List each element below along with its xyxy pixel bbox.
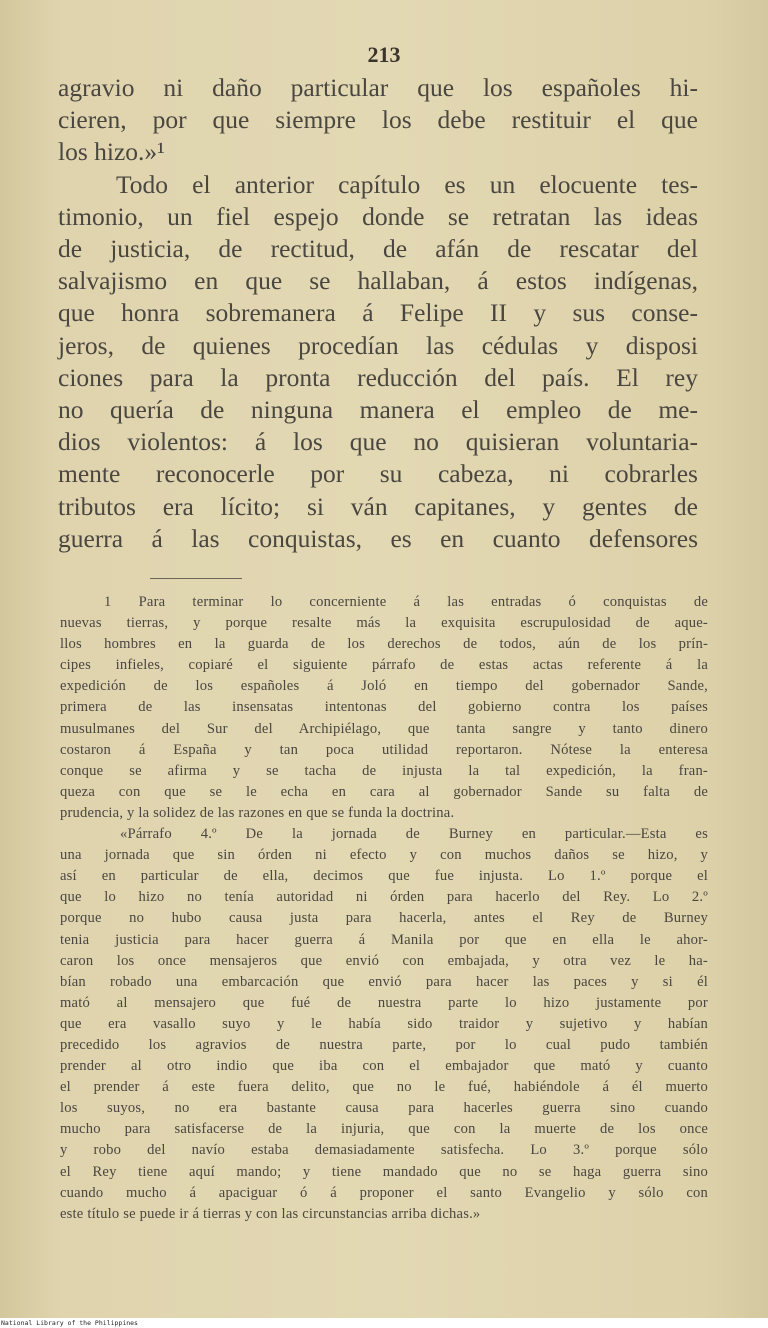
footnote-divider [150,578,242,579]
main-text [58,72,698,555]
footnote-line: conque se afirma y se tacha de injusta la tal expedición, la fran- [60,762,708,779]
text-line: Todo el anterior capítulo es un elocuente tes- [116,169,698,199]
text-line: cieren, por que siempre los debe restituir el que [58,105,698,135]
footnote-line: el Rey tiene aquí mando; y tiene mandado que no se haga guerra sino [60,1163,708,1180]
footnote-line: musulmanes del Sur del Archipiélago, que tanta sangre y tanto dinero [60,720,708,737]
text-line: dios violentos: á los que no quisieran voluntaria- [58,427,698,457]
text-line: que honra sobremanera á Felipe II y sus conse- [58,298,698,328]
footnote-line: prudencia, y la solidez de las razones en que se funda la doctrina. [60,804,455,821]
footer-bar [0,1318,768,1328]
text-line: guerra á las conquistas, es en cuanto defensores [58,523,698,553]
text-line: timonio, un fiel espejo donde se retratan las ideas [58,201,698,231]
footnote-line: tenia justicia para hacer guerra á Manila por que en ella le ahor- [60,931,708,948]
text-line: agravio ni daño particular que los españoles hi- [58,73,698,102]
footnote-line: nuevas tierras, y porque resalte más la exquisita escrupulosidad de aque- [60,615,708,632]
footnote-line: así en particular de ella, decimos que fue injusta. Lo 1.º porque el [60,868,708,885]
footnote-line: una jornada que sin órden ni efecto y con muchos daños se hizo, y [60,847,708,864]
library-watermark: National Library of the Philippines [1,1319,138,1327]
text-line: jeros, de quienes procedían las cédulas y disposi [58,330,698,360]
footnote-line: primera de las insensatas intentonas del gobierno contra los países [60,699,708,716]
footnote-line: que era vasallo suyo y le había sido traidor y sujetivo y habían [60,1015,708,1032]
footnote-line: cuando mucho á apaciguar ó á proponer el santo Evangelio y sólo con [60,1184,708,1201]
text-line: de justicia, de rectitud, de afán de rescatar del [58,234,698,264]
footnote [60,592,708,1225]
footnote-line: que lo hizo no tenía autoridad ni órden para hacerlo del Rey. Lo 2.º [60,889,708,906]
text-line: los hizo.»¹ [58,137,165,167]
footnote-line: cipes infieles, copiaré el siguiente párrafo de estas actas referente á la [60,657,708,674]
text-line: no quería de ninguna manera el empleo de me- [58,395,698,425]
text-line: tributos era lícito; si ván capitanes, y gentes de [58,491,698,521]
page-number: 213 [367,42,401,67]
footnote-line: mató al mensajero que fué de nuestra parte lo hizo justamente por [60,994,708,1011]
text-line: mente reconocerle por su cabeza, ni cobrarles [58,459,698,489]
footnote-line: llos hombres en la guarda de los derechos de todos, aún de los prín- [60,636,708,653]
footnote-line: expedición de los españoles á Joló en tiempo del gobernador Sande, [60,678,708,695]
text-line: salvajismo en que se hallaban, á estos indígenas, [58,266,698,296]
footnote-line: prender al otro indio que iba con el embajador que mató y cuanto [60,1058,708,1075]
footnote-line: costaron á España y tan poca utilidad reportaron. Nótese la enteresa [60,741,708,758]
footnote-line: mucho para satisfacerse de la injuria, que con la muerte de los once [60,1121,708,1138]
footnote-line: bían robado una embarcación que envió para hacer las paces y si él [60,973,708,990]
footnote-line: los suyos, no era bastante causa para hacerles guerra sino cuando [60,1100,708,1117]
footnote-line: y robo del navío estaba demasiadamente satisfecha. Lo 3.º porque sólo [60,1142,708,1159]
footnote-line: 1 Para terminar lo concerniente á las entradas ó conquistas de [104,594,708,610]
footnote-line: caron los once mensajeros que envió con embajada, y otra vez le ha- [60,952,708,969]
footnote-line: este título se puede ir á tierras y con las circunstancias arriba dichas.» [60,1205,481,1222]
footnote-line: precedido los agravios de nuestra parte, por lo cual pudo también [60,1036,708,1053]
footnote-line: queza con que se le echa en cara al gobernador Sande su falta de [60,783,708,800]
footnote-line: porque no hubo causa justa para hacerla, antes el Rey de Burney [60,910,708,927]
text-line: ciones para la pronta reducción del país. El rey [58,362,698,392]
footnote-line: el prender á este fuera delito, que no le fué, habiéndole á él muerto [60,1079,708,1096]
footnote-line: «Párrafo 4.º De la jornada de Burney en particular.—Esta es [120,826,708,843]
